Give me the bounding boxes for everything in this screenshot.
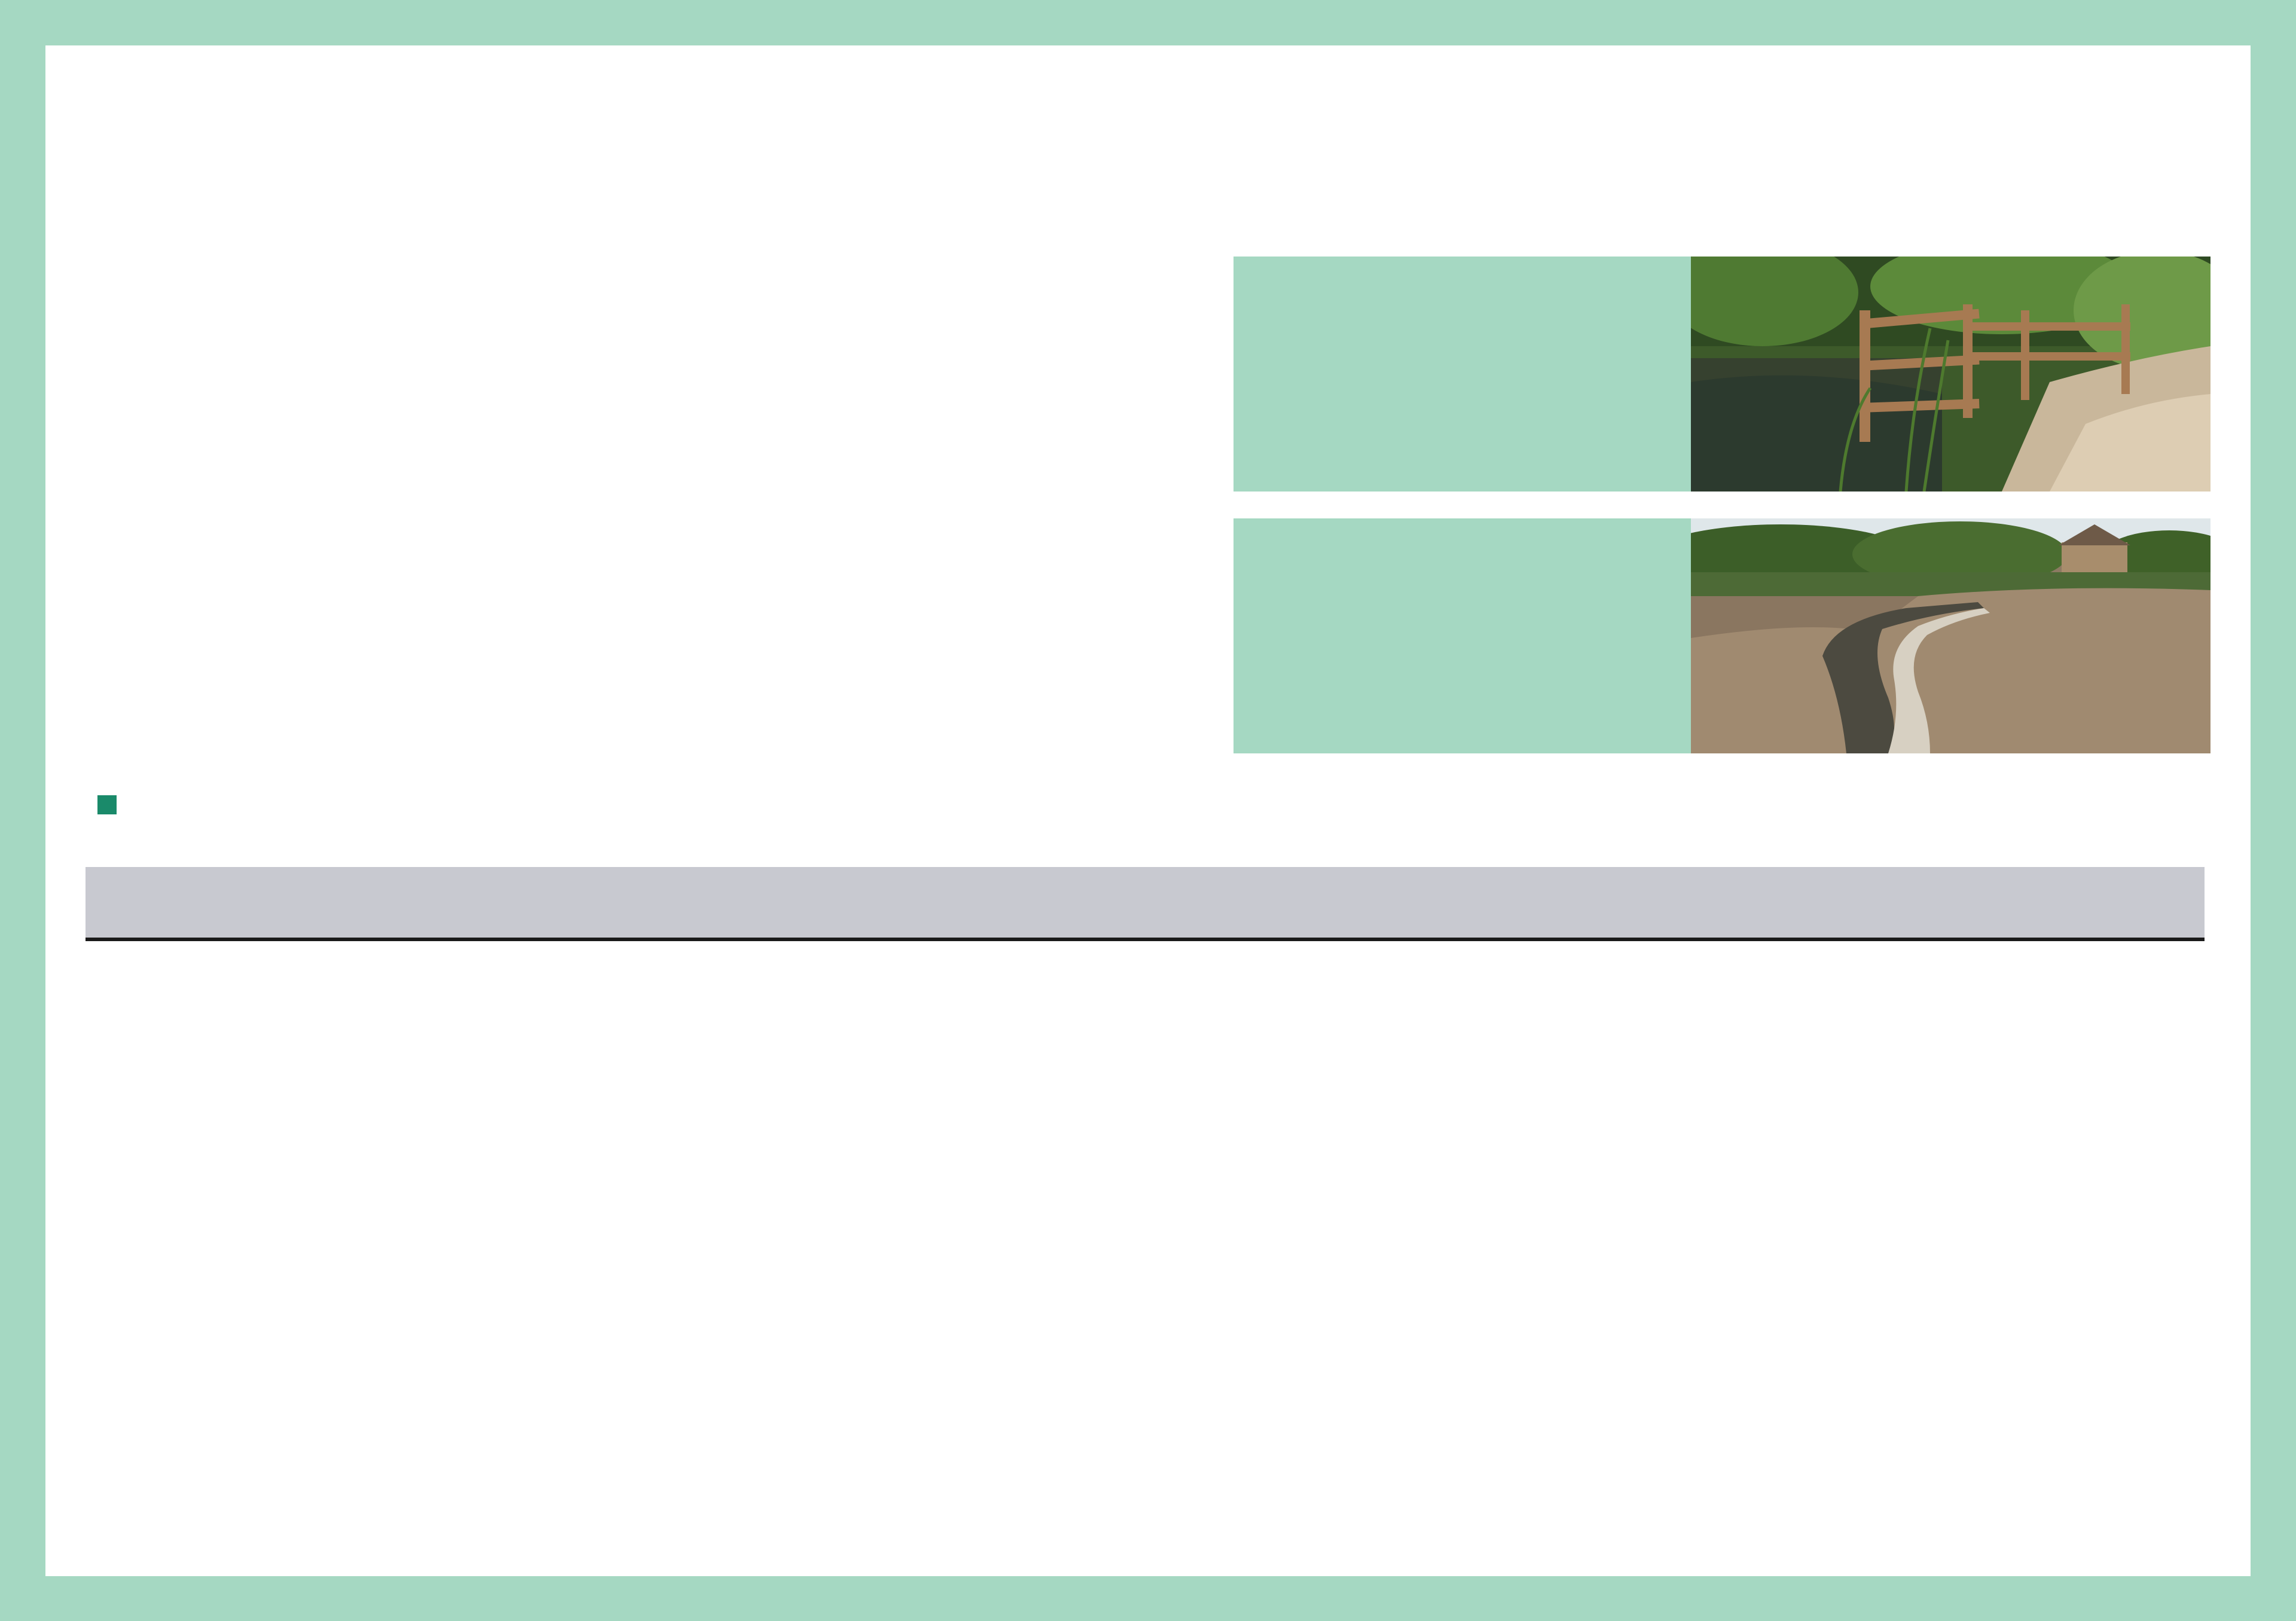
photo-river-tholon	[1691, 518, 2210, 753]
table-header-row	[86, 867, 2205, 939]
intervention-calendar-table	[86, 867, 2205, 941]
zone-header	[86, 867, 2205, 939]
example-text-box-2	[1234, 518, 1691, 753]
photo-fence-vrin	[1691, 257, 2210, 492]
legend	[86, 795, 117, 814]
legend-swatch	[97, 795, 117, 814]
example-text-box-1	[1234, 257, 1691, 492]
